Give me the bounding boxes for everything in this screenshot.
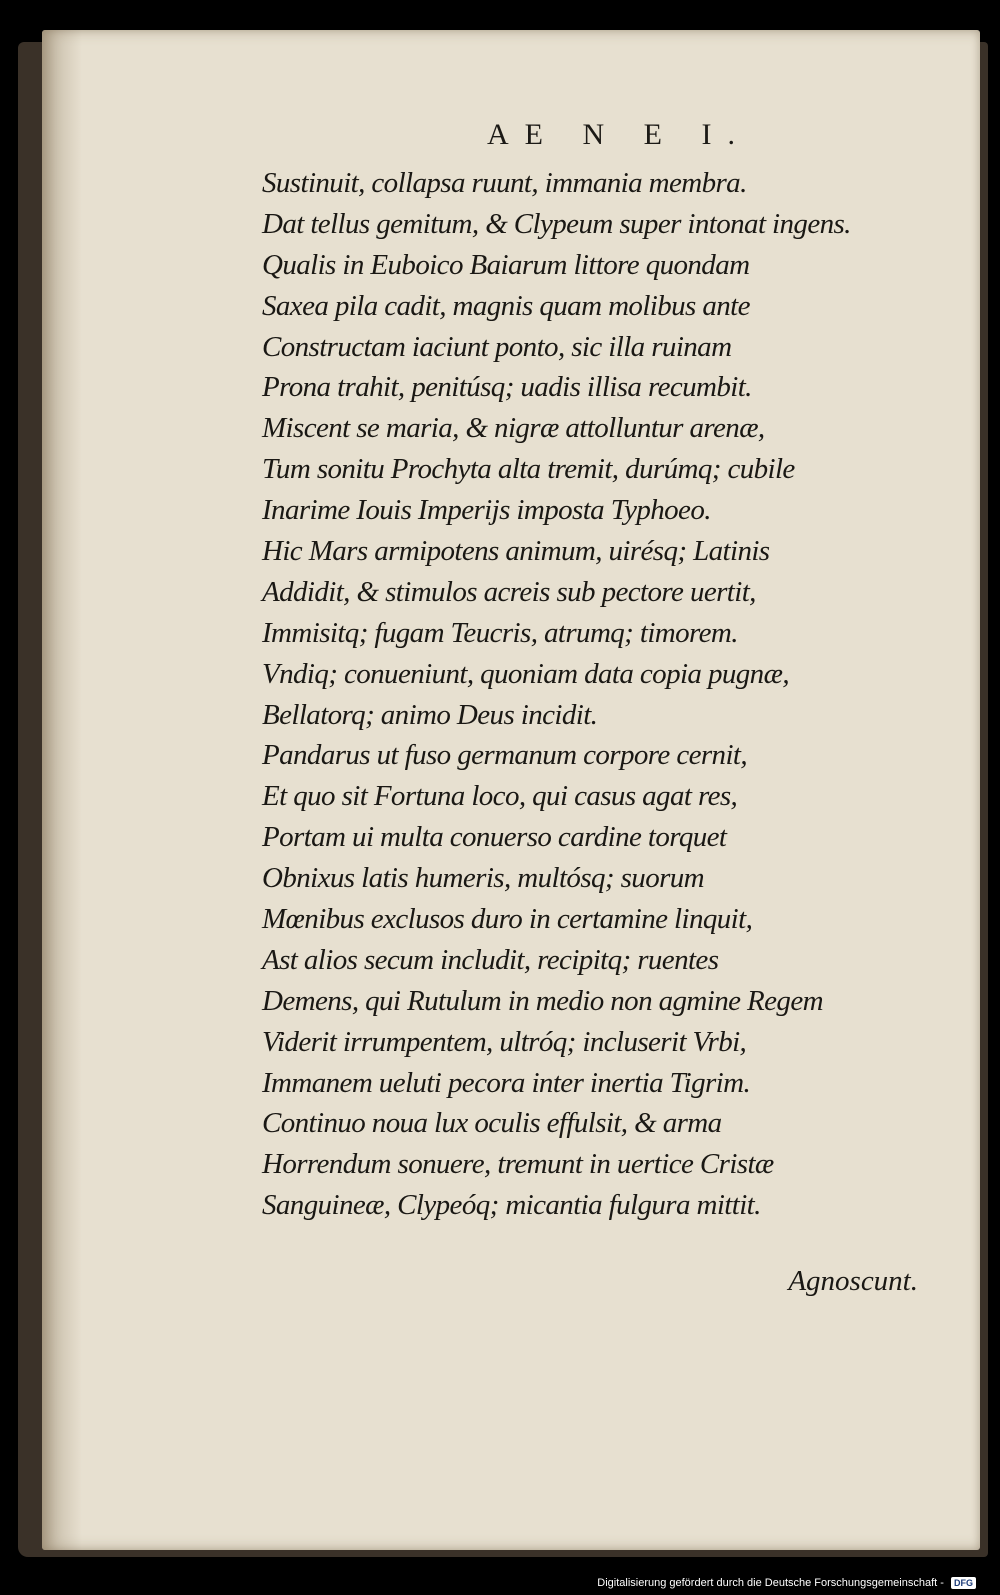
verse-line: Qualis in Euboico Baiarum littore quondam bbox=[262, 248, 750, 281]
verse-line: Immanem ueluti pecora inter inertia Tigrim. bbox=[262, 1066, 751, 1099]
verse-line: Portam ui multa conuerso cardine torquet bbox=[262, 821, 727, 854]
catchword: Agnoscunt. bbox=[788, 1265, 918, 1297]
verse-line: Et quo sit Fortuna loco, qui casus agat res, bbox=[262, 780, 738, 813]
verse-line: Demens, qui Rutulum in medio non agmine Regem bbox=[262, 984, 823, 1017]
verse-line: Bellatorq; animo Deus incidit. bbox=[262, 698, 598, 731]
verse-line: Dat tellus gemitum, & Clypeum super intonat ingens. bbox=[262, 207, 851, 240]
verse-line: Horrendum sonuere, tremunt in uertice Cristæ bbox=[262, 1148, 774, 1181]
verse-line: Pandarus ut fuso germanum corpore cernit, bbox=[262, 739, 748, 772]
verse-line: Inarime Iouis Imperijs imposta Typhoeo. bbox=[262, 494, 711, 527]
digitization-credit bbox=[597, 1573, 976, 1593]
verse-line: Viderit irrumpentem, ultróq; incluserit Vrbi, bbox=[262, 1025, 747, 1058]
verse-line: Continuo noua lux oculis effulsit, & arma bbox=[262, 1107, 722, 1140]
verse-line: Immisitq; fugam Teucris, atrumq; timorem. bbox=[262, 616, 738, 649]
verse-line: Ast alios secum includit, recipitq; ruentes bbox=[262, 943, 719, 976]
verse-line: Mœnibus exclusos duro in certamine linquit, bbox=[262, 903, 753, 936]
dfg-logo: DFG bbox=[951, 1577, 976, 1589]
book-page bbox=[42, 30, 980, 1550]
verse-line: Tum sonitu Prochyta alta tremit, durúmq; cubile bbox=[262, 453, 795, 486]
verse-line: Constructam iaciunt ponto, sic illa ruinam bbox=[262, 330, 732, 363]
verse-line: Miscent se maria, & nigræ attolluntur arenæ, bbox=[262, 412, 765, 445]
verse-line: Addidit, & stimulos acreis sub pectore uertit, bbox=[262, 575, 756, 608]
verse-line: Hic Mars armipotens animum, uirésq; Latinis bbox=[262, 535, 770, 568]
running-head: AE N E I. bbox=[487, 118, 751, 151]
verse-line: Vndiq; conueniunt, quoniam data copia pugnæ, bbox=[262, 657, 789, 690]
credit-text: Digitalisierung gefördert durch die Deutsche Forschungsgemeinschaft - bbox=[597, 1577, 944, 1589]
verse-line: Saxea pila cadit, magnis quam molibus ante bbox=[262, 289, 750, 322]
verse-line: Prona trahit, penitúsq; uadis illisa recumbit. bbox=[262, 371, 752, 404]
verse-line: Sustinuit, collapsa ruunt, immania membra. bbox=[262, 167, 747, 199]
verse-line: Obnixus latis humeris, multósq; suorum bbox=[262, 862, 705, 895]
verse-list bbox=[262, 163, 851, 1226]
verse-line: Sanguineæ, Clypeóq; micantia fulgura mittit. bbox=[262, 1189, 761, 1222]
